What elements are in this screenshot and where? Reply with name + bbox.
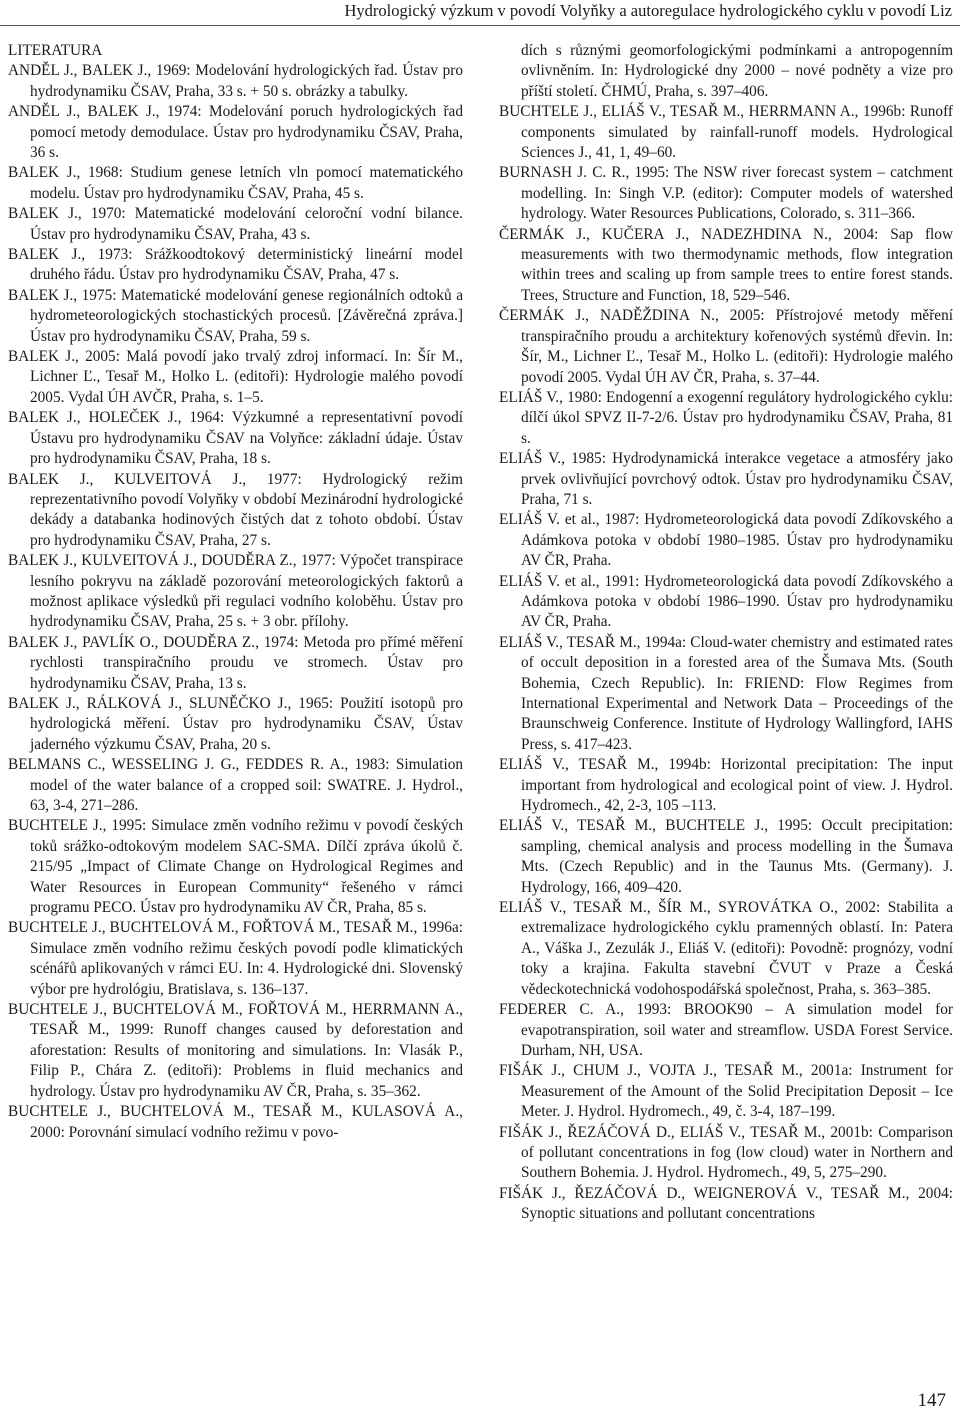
reference-entry: BALEK J., 1970: Matematické modelování celoroční vodní bilance. Ústav pro hydrodynamiku ČSAV, Praha, 43 s. xyxy=(8,205,463,243)
reference-entry: FIŠÁK J., ŘEZÁČOVÁ D., WEIGNEROVÁ V., TESAŘ M., 2004: Synoptic situations and pollutant concentrations xyxy=(499,1184,953,1223)
reference-entry: FIŠÁK J., CHUM J., VOJTA J., TESAŘ M., 2001a: Instrument for Measurement of the Amount of the Solid Precipitation Deposit – Ice Meter. J. Hydrol. Hydromech., 49, č. 3-4, 187–199. xyxy=(499,1062,953,1121)
reference-entry: FEDERER C. A., 1993: BROOK90 – A simulation model for evapotranspiration, soil water and streamflow. USDA Forest Service. Durham, NH, USA. xyxy=(499,1001,953,1059)
right-reference-list xyxy=(499,41,953,1225)
reference-entry: BALEK J., 1973: Srážkoodtokový deterministický lineární model druhého řádu. Ústav pro hydrodynamiku ČSAV, Praha, 47 s. xyxy=(8,246,463,284)
reference-entry: BALEK J., 2005: Malá povodí jako trvalý zdroj informací. In: Šír M., Lichner Ľ., Tesař M., Holko L. (editoři): Hydrologie malého povodí 2005. Vydal ÚH AVČR, Praha, s. 1–5. xyxy=(8,348,463,406)
reference-entry: ELIÁŠ V. et al., 1991: Hydrometeorologická data povodí Zdíkovského a Adámkova potoka v období 1986–1990. Ústav pro hydrodynamiku AV ČR, Praha. xyxy=(499,572,953,631)
reference-entry: BALEK J., 1975: Matematické modelování genese regionálních odtoků a hydrometeorologických stochastických procesů. [Závěrečná zpráva.] Ústav pro hydrodynamiku ČSAV, Praha, 59 s. xyxy=(8,286,463,345)
reference-entry: ČERMÁK J., NADĚŽDINA N., 2005: Přístrojové metody měření transpiračního proudu a architektury kořenových systémů dřevin. In: Šír, M., Lichner Ľ., Tesař M., Holko L. (editoři): Hydrologie malého povodí 2005. Vydal ÚH AV ČR, Praha, s. 37–44. xyxy=(499,307,953,386)
reference-entry: BALEK J., KULVEITOVÁ J., DOUDĚRA Z., 1977: Výpočet transpirace lesního pokryvu na základě pozorování meteorologických faktorů a možnost aplikace výsledků při regulaci vodního koloběhu. Ústav pro hydrodynamiku ČSAV, Praha, 25 s. + 3 obr. přílohy. xyxy=(8,552,463,631)
reference-entry: BUCHTELE J., BUCHTELOVÁ M., FOŘTOVÁ M., HERRMANN A., TESAŘ M., 1999: Runoff changes caused by deforestation and aforestation: Results of monitoring and simulations. In: Vlasák P., Filip P., Chára Z. (editoři): Problems in fluid mechanics and hydrology. Ústav pro hydrodynamiku AV ČR, Praha, s. 35–362. xyxy=(8,1001,463,1100)
reference-entry: ČERMÁK J., KUČERA J., NADEZHDINA N., 2004: Sap flow measurements with two thermodynamic methods, flow integration within trees and scaling up from sample trees to entire forest stands. Trees, Structure and Function, 18, 529–546. xyxy=(499,225,953,304)
reference-entry: BALEK J., KULVEITOVÁ J., 1977: Hydrologický režim reprezentativního povodí Volyňky v období Mezinárodní hydrologické dekády a databanka hodinových čistých dat z tohoto období. Ústav pro hydrodynamiku ČSAV, Praha, 27 s. xyxy=(8,470,463,549)
reference-entry: BUCHTELE J., BUCHTELOVÁ M., FOŘTOVÁ M., TESAŘ M., 1996a: Simulace změn vodního režimu českých povodí podle klimatických scénářů aplikovaných v rámci EU. In: 4. Hydrologické dni. Slovenský výbor pre hydrológiu, Bratislava, s. 136–137. xyxy=(8,919,463,998)
reference-entry: ANDĚL J., BALEK J., 1974: Modelování poruch hydrologických řad pomocí metody demodulace. Ústav pro hydrodynamiku ČSAV, Praha, 36 s. xyxy=(8,103,463,162)
reference-entry: BALEK J., RÁLKOVÁ J., SLUNĚČKO J., 1965: Použití isotopů pro hydrologická měření. Ústav pro hydrodynamiku ČSAV, Ústav jaderného výzkumu ČSAV, Praha, 20 s. xyxy=(8,694,463,753)
reference-entry: BALEK J., 1968: Studium genese letních vln pomocí matematického modelu. Ústav pro hydrodynamiku ČSAV, Praha, 45 s. xyxy=(8,164,463,202)
reference-entry: BUCHTELE J., 1995: Simulace změn vodního režimu v povodí českých toků srážko-odtokovým modelem SAC-SMA. Dílčí zpráva úkolů č. 215/95 „Impact of Climate Change on Hydrological Regimes and Water Resources in European Community“ řešeného v rámci programu PECO. Ústav pro hydrodynamiku AV ČR, Praha, 85 s. xyxy=(8,817,463,917)
reference-entry: BUCHTELE J., BUCHTELOVÁ M., TESAŘ M., KULASOVÁ A., 2000: Porovnání simulací vodního režimu v povo- xyxy=(8,1103,463,1141)
reference-entry: ELIÁŠ V., TESAŘ M., 1994a: Cloud-water chemistry and estimated rates of occult deposition in a forested area of the Šumava Mts. (South Bohemia, Czech Republic). In: FRIEND: Flow Regimes from International Experimental and Network Data – Proceedings of the Braunschweig Conference. Institute of Hydrology Wallingford, IAHS Press, s. 417–423. xyxy=(499,633,953,753)
reference-entry: ELIÁŠ V., TESAŘ M., ŠÍR M., SYROVÁTKA O., 2002: Stabilita a extremalizace hydrologického cyklu pramenných oblastí. In: Patera A., Váška J., Zezulák J., Eliáš V. (editoři): Povodně: prognózy, vodní toky a krajina. Fakulta stavební ČVUT v Praze a Česká vědeckotechnická vodohospodářská společnost, Praha, s. 363–385. xyxy=(499,899,953,998)
reference-entry: ELIÁŠ V. et al., 1987: Hydrometeorologická data povodí Zdíkovského a Adámkova potoka v období 1980–1985. Ústav pro hydrodynamiku AV ČR, Praha. xyxy=(499,511,953,570)
reference-entry: BURNASH J. C. R., 1995: The NSW river forecast system – catchment modelling. In: Singh V.P. (editor): Computer models of watershed hydrology. Water Resources Publications, Colorado, s. 311–366. xyxy=(499,164,953,223)
section-title: LITERATURA xyxy=(8,42,103,59)
reference-entry: BALEK J., HOLEČEK J., 1964: Výzkumné a representativní povodí Ústavu pro hydrodynamiku ČSAV na Volyňce: základní údaje. Ústav pro hydrodynamiku ČSAV, Praha, 18 s. xyxy=(8,409,463,468)
running-header: Hydrologický výzkum v povodí Volyňky a autoregulace hydrologického cyklu v povodí Liz xyxy=(344,1,952,20)
reference-entry: ELIÁŠ V., TESAŘ M., 1994b: Horizontal precipitation: The input important from hydrological and ecological point of view. J. Hydrol. Hydromech., 42, 2-3, 105 –113. xyxy=(499,756,953,815)
page-number: 147 xyxy=(917,1390,946,1411)
reference-entry: ELIÁŠ V., 1985: Hydrodynamická interakce vegetace a atmosféry jako prvek ovlivňující povrchový odtok. Ústav pro hydrodynamiku ČSAV, Praha, 71 s. xyxy=(499,450,953,508)
header-rule xyxy=(0,25,960,26)
reference-entry: BELMANS C., WESSELING J. G., FEDDES R. A., 1983: Simulation model of the water balance of a cropped soil: SWATRE. J. Hydrol., 63, 3-4, 271–286. xyxy=(8,756,463,815)
right-column xyxy=(499,41,953,1225)
reference-entry: ANDĚL J., BALEK J., 1969: Modelování hydrologických řad. Ústav pro hydrodynamiku ČSAV, Praha, 33 s. + 50 s. obrázky a tabulky. xyxy=(8,62,463,100)
reference-entry: ELIÁŠ V., 1980: Endogenní a exogenní regulátory hydrologického cyklu: dílčí úkol SPVZ II-7-2/6. Ústav pro hydrodynamiku ČSAV, Praha, 81 s. xyxy=(499,388,953,447)
left-reference-list xyxy=(8,61,463,1143)
reference-entry: FIŠÁK J., ŘEZÁČOVÁ D., ELIÁŠ V., TESAŘ M., 2001b: Comparison of pollutant concentrations in fog (low cloud) water in Northern and Southern Bohemia. J. Hydrol. Hydromech., 49, 5, 275–290. xyxy=(499,1123,953,1182)
reference-continuation: dích s různými geomorfologickými podmínkami a antropogenním ovlivněním. In: Hydrologické dny 2000 – nové podněty a vize pro příští století. ČHMÚ, Praha, s. 397–406. xyxy=(521,42,953,100)
reference-entry: BUCHTELE J., ELIÁŠ V., TESAŘ M., HERRMANN A., 1996b: Runoff components simulated by rainfall-runoff models. Hydrological Sciences J., 41, 1, 49–60. xyxy=(499,103,953,162)
left-column xyxy=(8,41,463,1143)
reference-entry: BALEK J., PAVLÍK O., DOUDĚRA Z., 1974: Metoda pro přímé měření rychlosti transpiračního proudu ve stromech. Ústav pro hydrodynamiku ČSAV, Praha, 13 s. xyxy=(8,633,463,692)
reference-entry: ELIÁŠ V., TESAŘ M., BUCHTELE J., 1995: Occult precipitation: sampling, chemical analysis and process modelling in the Šumava Mts. (Czech Republic) and in the Taunus Mts. (Germany). J. Hydrology, 166, 409–420. xyxy=(499,817,953,896)
